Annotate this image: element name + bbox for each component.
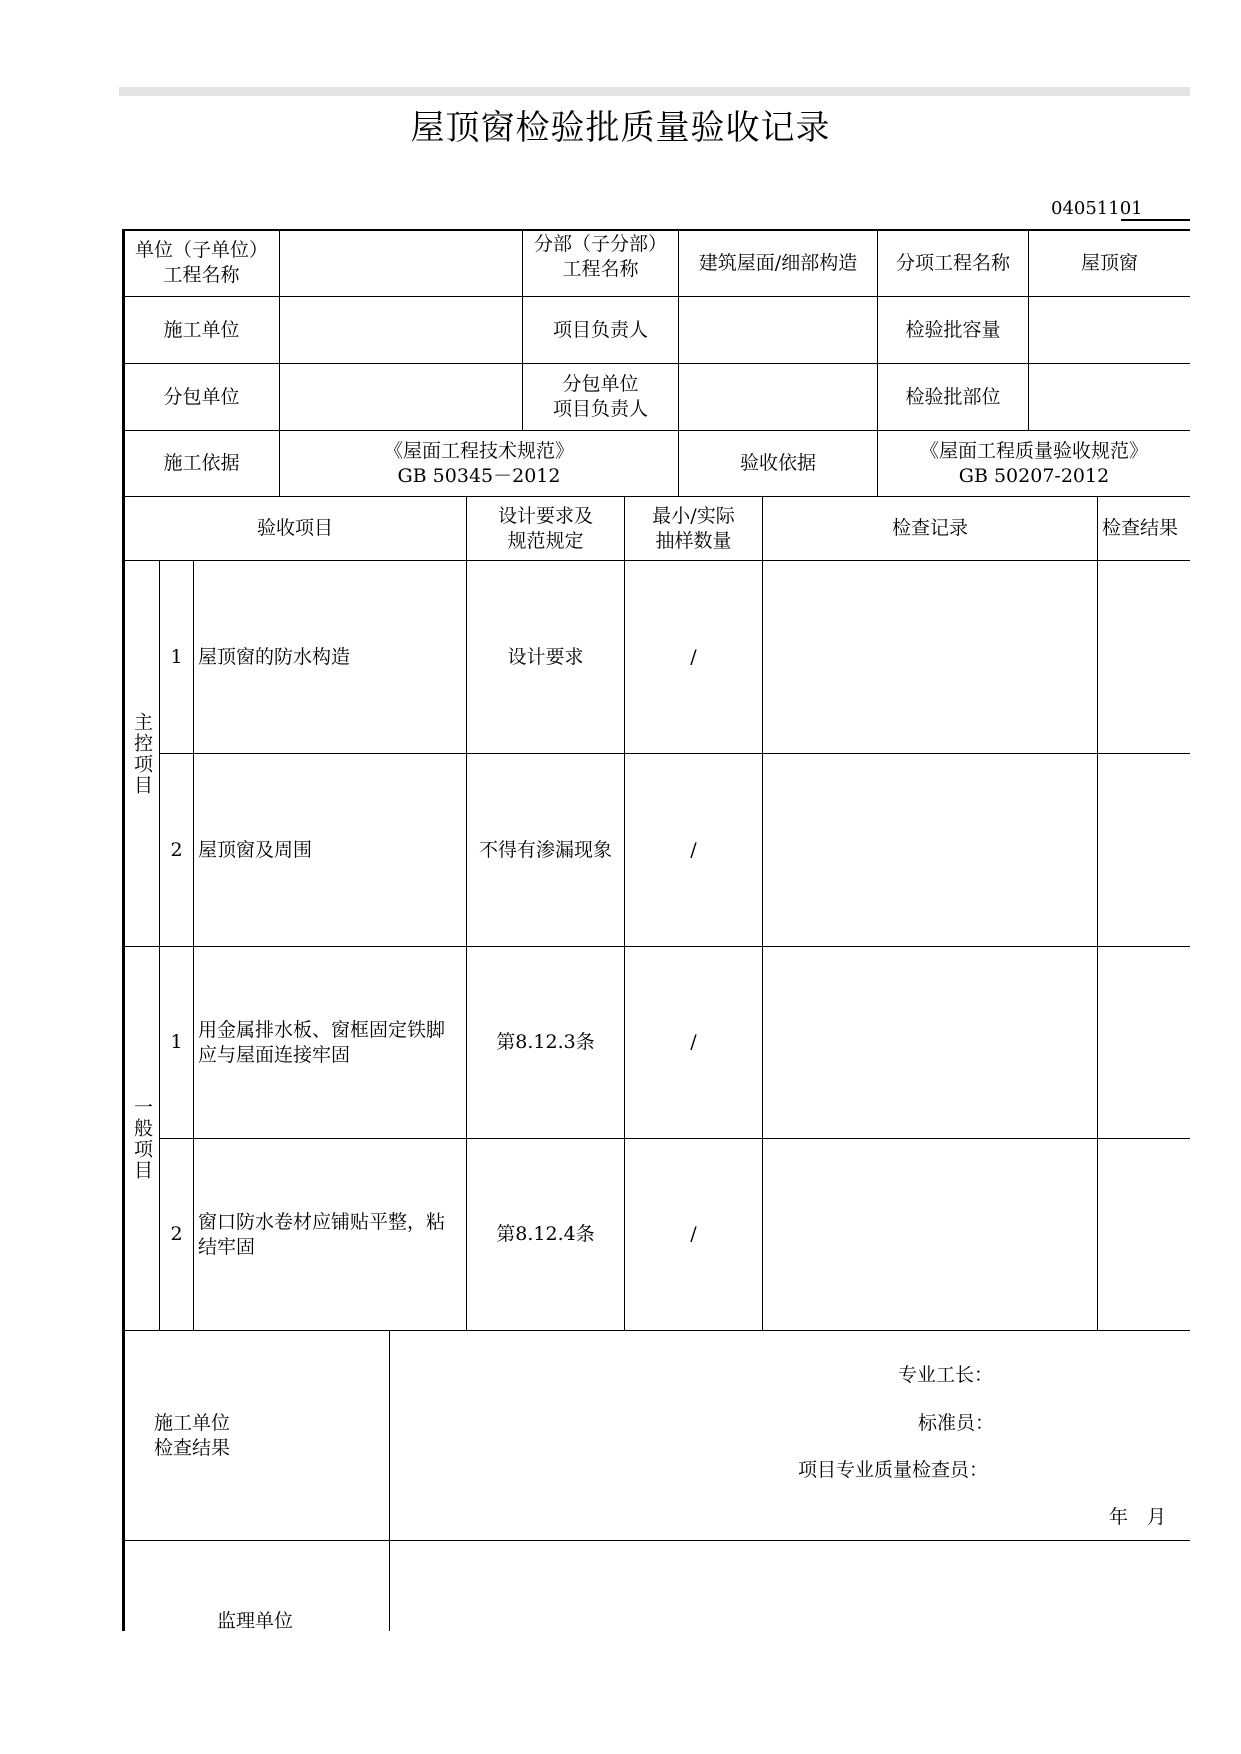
general-item-2-result[interactable] — [1098, 1139, 1190, 1330]
capacity-label: 检验批容量 — [905, 318, 1001, 341]
general-group-label — [124, 947, 159, 1330]
main-item-1-name: 屋顶窗的防水构造 — [198, 645, 351, 668]
quality-inspector-label: 项目专业质量检查员： — [798, 1459, 989, 1481]
grid-line — [122, 1540, 1190, 1541]
header-design: 设计要求及 规范规定 — [497, 504, 593, 552]
division-label: 分部（子分部） 工程名称 — [533, 233, 667, 280]
main-item-2-record[interactable] — [763, 754, 1097, 946]
sub-pm-label: 分包单位 项目负责人 — [552, 373, 648, 420]
general-item-1-name: 用金属排水板、窗框固定铁脚应与屋面连接牢固 — [198, 1018, 446, 1066]
unit-value[interactable] — [280, 230, 522, 296]
subitem-label: 分项工程名称 — [895, 251, 1010, 274]
standard-officer-label: 标准员： — [918, 1412, 995, 1434]
contractor-label: 施工单位 — [163, 318, 240, 341]
capacity-value[interactable] — [1029, 297, 1190, 363]
basis-value: 《屋面工程技术规范》 GB 50345－2012 — [383, 439, 574, 487]
foreman-label: 专业工长： — [898, 1364, 994, 1386]
general-group-text: 一般项目 — [131, 1096, 153, 1181]
header-sample: 最小/实际 抽样数量 — [652, 504, 735, 552]
subitem-value[interactable]: 屋顶窗 — [1080, 251, 1138, 274]
main-item-1-no: 1 — [170, 645, 183, 668]
main-item-2-result[interactable] — [1098, 754, 1190, 946]
location-value[interactable] — [1029, 364, 1190, 430]
acceptance-basis-label: 验收依据 — [739, 452, 816, 474]
general-item-1-record[interactable] — [763, 947, 1097, 1138]
subcontractor-value[interactable] — [280, 364, 522, 430]
general-item-1-design: 第8.12.3条 — [496, 1031, 595, 1053]
main-item-2-no: 2 — [170, 838, 183, 861]
general-item-2-name: 窗口防水卷材应铺贴平整，粘结牢固 — [198, 1210, 446, 1258]
general-item-2-sample: / — [690, 1223, 697, 1245]
division-value[interactable]: 建筑屋面/细部构造 — [698, 251, 858, 274]
unit-label: 单位（子单位） 工程名称 — [134, 239, 268, 286]
basis-label: 施工依据 — [163, 452, 240, 474]
main-group-label — [124, 561, 159, 946]
form-code: 04051101 — [1051, 198, 1143, 219]
main-item-1-result[interactable] — [1098, 561, 1190, 753]
general-item-1-sample: / — [690, 1031, 697, 1053]
header-record: 检查记录 — [891, 517, 968, 539]
main-item-2-name: 屋顶窗及周围 — [198, 838, 313, 861]
contractor-value[interactable] — [280, 297, 522, 363]
header-result: 检查结果 — [1102, 517, 1179, 539]
acceptance-basis-value: 《屋面工程质量验收规范》 GB 50207-2012 — [919, 439, 1148, 487]
grid-line — [389, 1330, 390, 1631]
header-item: 验收项目 — [256, 517, 333, 539]
date-label: 年 月 — [1109, 1506, 1167, 1528]
general-item-2-design: 第8.12.4条 — [496, 1223, 595, 1245]
main-item-1-sample: / — [690, 645, 697, 668]
general-item-1-no: 1 — [170, 1031, 183, 1053]
page-title: 屋顶窗检验批质量验收记录 — [410, 108, 831, 148]
contractor-check-label: 施工单位 检查结果 — [154, 1411, 231, 1459]
main-item-1-record[interactable] — [763, 561, 1097, 753]
location-label: 检验批部位 — [905, 385, 1001, 408]
sub-pm-value[interactable] — [679, 364, 877, 430]
subcontractor-label: 分包单位 — [163, 385, 240, 408]
pm-label: 项目负责人 — [552, 318, 648, 341]
general-item-2-record[interactable] — [763, 1139, 1097, 1330]
general-item-2-no: 2 — [170, 1223, 183, 1245]
form-code-underline — [1121, 219, 1190, 221]
main-group-text: 主控项目 — [131, 711, 153, 796]
header-divider-bar — [119, 87, 1190, 96]
general-item-1-result[interactable] — [1098, 947, 1190, 1138]
pm-value[interactable] — [679, 297, 877, 363]
main-item-1-design: 设计要求 — [507, 645, 584, 668]
main-item-2-design: 不得有渗漏现象 — [478, 838, 612, 861]
main-item-2-sample: / — [690, 838, 697, 861]
supervisor-label: 监理单位 — [217, 1610, 294, 1632]
